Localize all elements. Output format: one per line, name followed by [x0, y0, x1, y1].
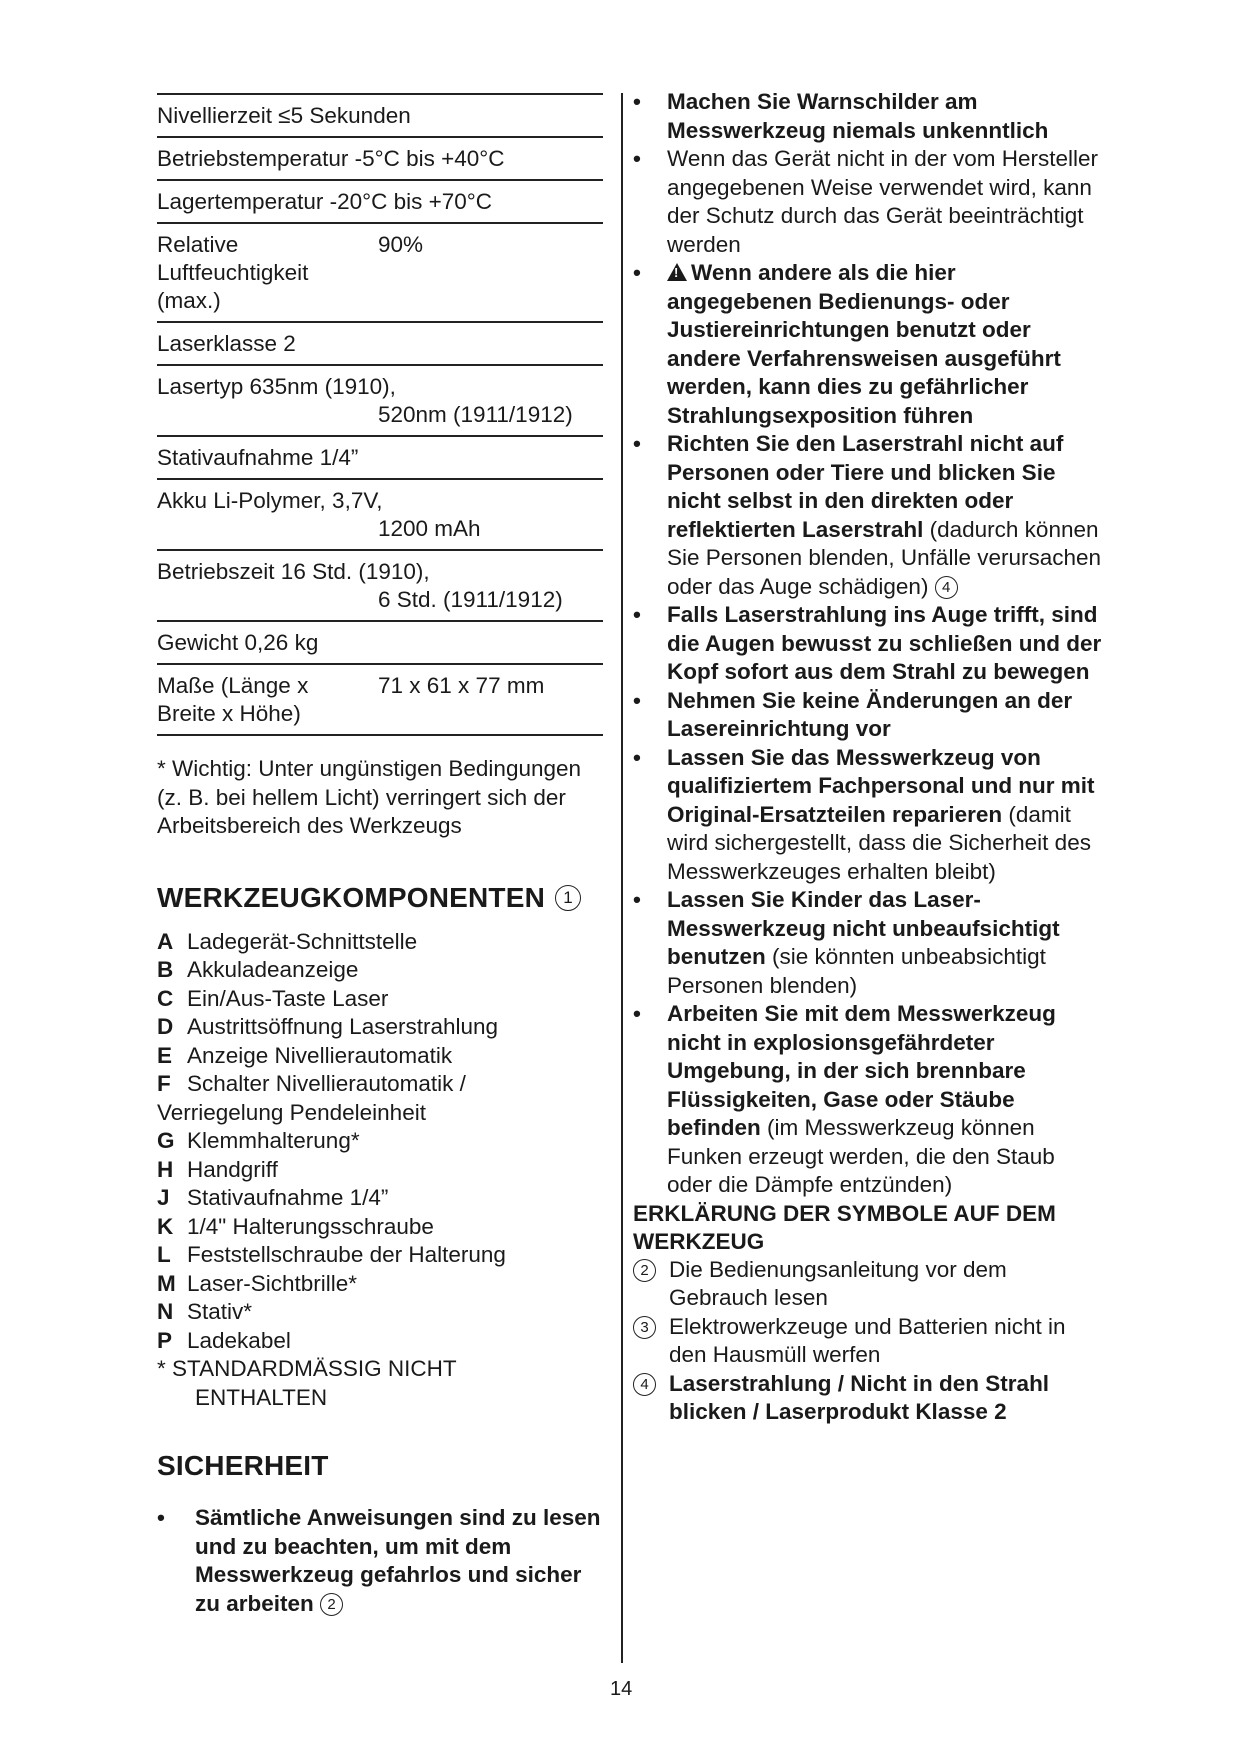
list-item: A Ladegerät-Schnittstelle: [157, 928, 418, 954]
spec-row: [157, 224, 603, 323]
right-column: [633, 88, 1103, 1427]
figure-ref-badge: 2: [320, 1593, 343, 1616]
safety-bullet: • Richten Sie den Laserstrahl nicht auf Personen oder Tiere und blicken Sie nicht selbst in den direkten oder reflektierten Laserstrahl (dadurch können Sie Personen blenden, Unfälle verursachen oder das Auge schädigen) 4: [633, 431, 1102, 599]
list-item: C Ein/Aus-Taste Laser: [157, 985, 389, 1011]
list-item: P Ladekabel: [157, 1327, 291, 1353]
figure-ref-badge: 3: [633, 1316, 656, 1339]
list-item: N Stativ*: [157, 1299, 253, 1324]
spec-row: Lagertemperatur -20°C bis +70°C: [157, 181, 603, 224]
safety-heading: SICHERHEIT: [157, 1450, 329, 1481]
spec-row: Laserklasse 2: [157, 323, 603, 366]
spec-row: Akku Li-Polymer, 3,7V, 1200 mAh: [157, 480, 603, 551]
spec-row: [157, 665, 603, 736]
list-item: D Austrittsöffnung Laserstrahlung: [157, 1014, 499, 1039]
figure-ref-badge: 1: [555, 885, 581, 911]
list-item-continued: Verriegelung Pendeleinheit: [157, 1099, 426, 1125]
safety-bullet: • ! Wenn andere als die hier angegebenen Bedienungs- oder Justiereinrichtungen benutzt oder andere Verfahrensweisen ausgeführt werden, kann dies zu gefährlicher Strahlungsexposition führen: [633, 259, 1103, 430]
left-column: [157, 93, 603, 1618]
spec-table: [157, 93, 603, 736]
page-number: 14: [610, 1678, 633, 1700]
spec-row: Betriebstemperatur -5°C bis +40°C: [157, 138, 603, 181]
spec-row: Stativaufnahme 1/4”: [157, 437, 603, 480]
figure-ref-badge: 4: [935, 576, 958, 599]
spec-label: Relative Luftfeuchtigkeit (max.): [157, 232, 309, 313]
warning-icon: [667, 263, 687, 281]
safety-bullet: • Machen Sie Warnschilder am Messwerkzeug niemals unkenntlich: [633, 89, 1049, 143]
range-note: * Wichtig: Unter ungünstigen Bedingungen (z. B. bei hellem Licht) verringert sich der Arbeitsbereich des Werkzeugs: [157, 756, 582, 838]
figure-ref-badge: 2: [633, 1259, 656, 1282]
list-item: K 1/4" Halterungsschraube: [157, 1213, 434, 1239]
components-footnote: * STANDARDMÄSSIG NICHT ENTHALTEN: [157, 1356, 457, 1410]
spec-row: Gewicht 0,26 kg: [157, 622, 603, 665]
list-item: M Laser-Sichtbrille*: [157, 1270, 358, 1296]
list-item: B Akkuladeanzeige: [157, 957, 359, 982]
list-item: F Schalter Nivellierautomatik /: [157, 1071, 466, 1096]
components-list: [157, 928, 603, 1413]
spec-row: Lasertyp 635nm (1910), 520nm (1911/1912): [157, 366, 603, 437]
symbol-item: 2 Die Bedienungsanleitung vor dem Gebrauch lesen: [633, 1256, 1103, 1313]
list-item: L Feststellschraube der Halterung: [157, 1242, 506, 1267]
figure-ref-badge: 4: [633, 1373, 656, 1396]
spec-value: 90%: [378, 232, 424, 257]
list-item: E Anzeige Nivellierautomatik: [157, 1042, 453, 1068]
symbol-item: 4 Laserstrahlung / Nicht in den Strahl blicken / Laserprodukt Klasse 2: [633, 1370, 1103, 1427]
safety-bullet: • Sämtliche Anweisungen sind zu lesen und zu beachten, um mit dem Messwerkzeug gefahrlos und sicher zu arbeiten 2: [157, 1505, 601, 1616]
spec-label: Maße (Länge x Breite x Höhe): [157, 673, 309, 726]
safety-bullet: • Nehmen Sie keine Änderungen an der Lasereinrichtung vor: [633, 687, 1073, 741]
symbols-heading: ERKLÄRUNG DER SYMBOLE AUF DEM WERKZEUG: [633, 1200, 1056, 1254]
column-divider: [621, 93, 623, 1663]
symbol-item: 3 Elektrowerkzeuge und Batterien nicht in den Hausmüll werfen: [633, 1313, 1103, 1370]
spec-value: 71 x 61 x 77 mm: [378, 673, 545, 698]
safety-bullet: • Lassen Sie Kinder das Laser-Messwerkzeug nicht unbeaufsichtigt benutzen (sie könnten unbeabsichtigt Personen blenden): [633, 887, 1060, 998]
safety-bullet: • Wenn das Gerät nicht in der vom Hersteller angegebenen Weise verwendet wird, kann der Schutz durch das Gerät beeinträchtigt werden: [633, 146, 1099, 257]
list-item: J Stativaufnahme 1/4”: [157, 1185, 389, 1210]
safety-bullet: • Falls Laserstrahlung ins Auge trifft, sind die Augen bewusst zu schließen und der Kopf sofort aus dem Strahl zu bewegen: [633, 602, 1102, 684]
list-item: H Handgriff: [157, 1156, 278, 1182]
safety-bullet: • Arbeiten Sie mit dem Messwerkzeug nicht in explosionsgefährdeter Umgebung, in der sich brennbare Flüssigkeiten, Gase oder Stäube befinden (im Messwerkzeug können Funken erzeugt werden, die den Staub oder die Dämpfe entzünden): [633, 1001, 1056, 1197]
spec-row: Betriebszeit 16 Std. (1910), 6 Std. (1911/1912): [157, 551, 603, 622]
components-heading: WERKZEUGKOMPONENTEN 1: [157, 882, 603, 914]
list-item: G Klemmhalterung*: [157, 1128, 360, 1153]
spec-row: Nivellierzeit ≤5 Sekunden: [157, 95, 603, 138]
safety-bullet: • Lassen Sie das Messwerkzeug von qualifiziertem Fachpersonal und nur mit Original-Ersatzteilen reparieren (damit wird sichergestellt, dass die Sicherheit des Messwerkzeuges erhalten bleibt): [633, 744, 1095, 884]
